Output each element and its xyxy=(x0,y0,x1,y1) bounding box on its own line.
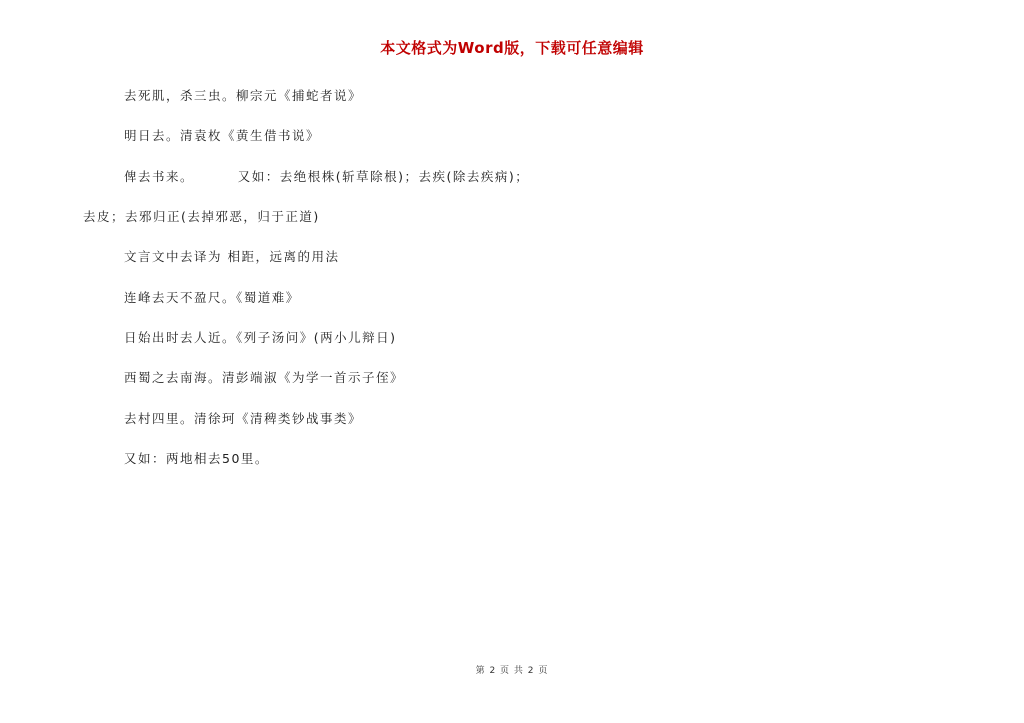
document-banner: 本文格式为Word版，下载可任意编辑 xyxy=(380,39,644,57)
text-line-4: 去皮；去邪归正(去掉邪恶，归于正道) xyxy=(83,209,320,224)
text-line-10: 又如：两地相去50里。 xyxy=(124,451,269,466)
text-line-3: 俾去书来。 又如：去绝根株(斩草除根)；去疾(除去疾病)； xyxy=(124,169,530,184)
text-line-7: 日始出时去人近。《列子汤问》(两小儿辩日) xyxy=(124,330,397,345)
text-line-5: 文言文中去译为 相距，远离的用法 xyxy=(124,249,340,264)
text-line-8: 西蜀之去南海。清彭端淑《为学一首示子侄》 xyxy=(124,370,405,385)
text-line-2: 明日去。清袁枚《黄生借书说》 xyxy=(124,128,321,143)
page-number: 第 2 页 共 2 页 xyxy=(475,666,549,676)
text-line-9: 去村四里。清徐珂《清稗类钞战事类》 xyxy=(124,411,363,426)
text-line-6: 连峰去天不盈尺。《蜀道难》 xyxy=(124,290,300,305)
text-line-1: 去死肌，杀三虫。柳宗元《捕蛇者说》 xyxy=(124,88,363,103)
